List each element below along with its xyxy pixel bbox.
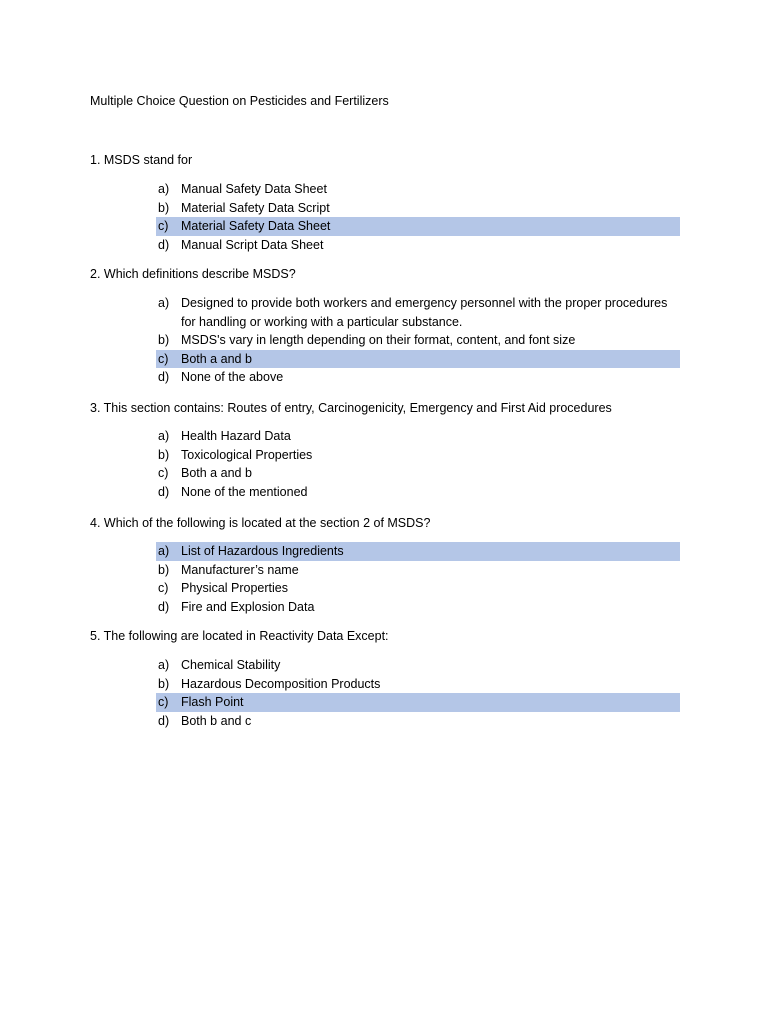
option-letter: a) — [158, 429, 170, 443]
question-4-options — [156, 542, 680, 616]
option-text: Both b and c — [181, 713, 252, 728]
option-1c-highlighted-answer — [156, 217, 680, 236]
option-letter: c) — [158, 695, 169, 710]
option-text: Flash Point — [181, 695, 244, 710]
option-1d — [156, 236, 680, 255]
option-4c — [156, 579, 680, 598]
option-2c-highlighted-answer — [156, 350, 680, 369]
option-letter: a) — [158, 544, 170, 558]
question-5-options — [156, 656, 680, 730]
option-letter: b) — [158, 333, 170, 348]
option-text: None of the mentioned — [181, 484, 308, 499]
option-letter: c) — [158, 219, 169, 234]
option-letter: a) — [158, 182, 170, 196]
option-text: Chemical Stability — [181, 658, 281, 672]
option-text: None of the above — [181, 370, 284, 385]
option-3a — [156, 427, 680, 446]
option-letter: a) — [158, 658, 170, 672]
option-text: Both a and b — [181, 351, 252, 366]
document-title: Multiple Choice Question on Pesticides and Fertilizers — [90, 94, 389, 108]
option-text: Material Safety Data Sheet — [181, 219, 331, 234]
option-letter: b) — [158, 676, 170, 691]
option-text: Manual Safety Data Sheet — [181, 182, 327, 196]
question-1-options — [156, 180, 680, 254]
option-text: Material Safety Data Script — [181, 200, 330, 215]
option-letter: c) — [158, 466, 169, 481]
question-3-options — [156, 427, 680, 501]
option-5b — [156, 675, 680, 694]
option-text: Hazardous Decomposition Products — [181, 676, 381, 691]
question-5: 5. The following are located in Reactivity Data Except: — [90, 629, 389, 643]
option-letter: b) — [158, 447, 170, 462]
option-text: Both a and b — [181, 466, 252, 481]
option-2a — [156, 294, 680, 331]
option-text: Fire and Explosion Data — [181, 599, 315, 614]
option-letter: c) — [158, 351, 169, 366]
option-letter: d) — [158, 237, 170, 252]
option-letter: a) — [158, 296, 170, 310]
option-letter: d) — [158, 599, 170, 614]
option-1b — [156, 199, 680, 218]
option-4b — [156, 561, 680, 580]
option-text: List of Hazardous Ingredients — [181, 544, 344, 558]
option-4d — [156, 598, 680, 617]
option-letter: c) — [158, 581, 169, 596]
option-5a — [156, 656, 680, 675]
option-3d — [156, 483, 680, 502]
question-4: 4. Which of the following is located at the section 2 of MSDS? — [90, 516, 431, 530]
option-letter: b) — [158, 200, 170, 215]
option-text: MSDS's vary in length depending on their format, content, and font size — [181, 333, 576, 348]
option-text: Designed to provide both workers and emergency personnel with the proper procedures for handling or working with a particular substance. — [181, 296, 668, 329]
option-letter: d) — [158, 370, 170, 385]
question-1: 1. MSDS stand for — [90, 153, 193, 167]
question-2: 2. Which definitions describe MSDS? — [90, 267, 296, 281]
option-2d — [156, 368, 680, 387]
option-text: Manual Script Data Sheet — [181, 237, 324, 252]
option-text: Toxicological Properties — [181, 447, 313, 462]
question-2-options — [156, 294, 680, 387]
option-4a-highlighted-answer — [156, 542, 680, 561]
option-letter: d) — [158, 484, 170, 499]
option-2b — [156, 331, 680, 350]
option-text: Physical Properties — [181, 581, 288, 596]
option-3b — [156, 446, 680, 465]
option-3c — [156, 464, 680, 483]
option-letter: d) — [158, 713, 170, 728]
option-5d — [156, 712, 680, 731]
question-3: 3. This section contains: Routes of entry, Carcinogenicity, Emergency and First Aid procedures — [90, 401, 612, 415]
option-5c-highlighted-answer — [156, 693, 680, 712]
option-1a — [156, 180, 680, 199]
option-text: Manufacturer’s name — [181, 562, 299, 577]
option-letter: b) — [158, 562, 170, 577]
option-text: Health Hazard Data — [181, 429, 291, 443]
